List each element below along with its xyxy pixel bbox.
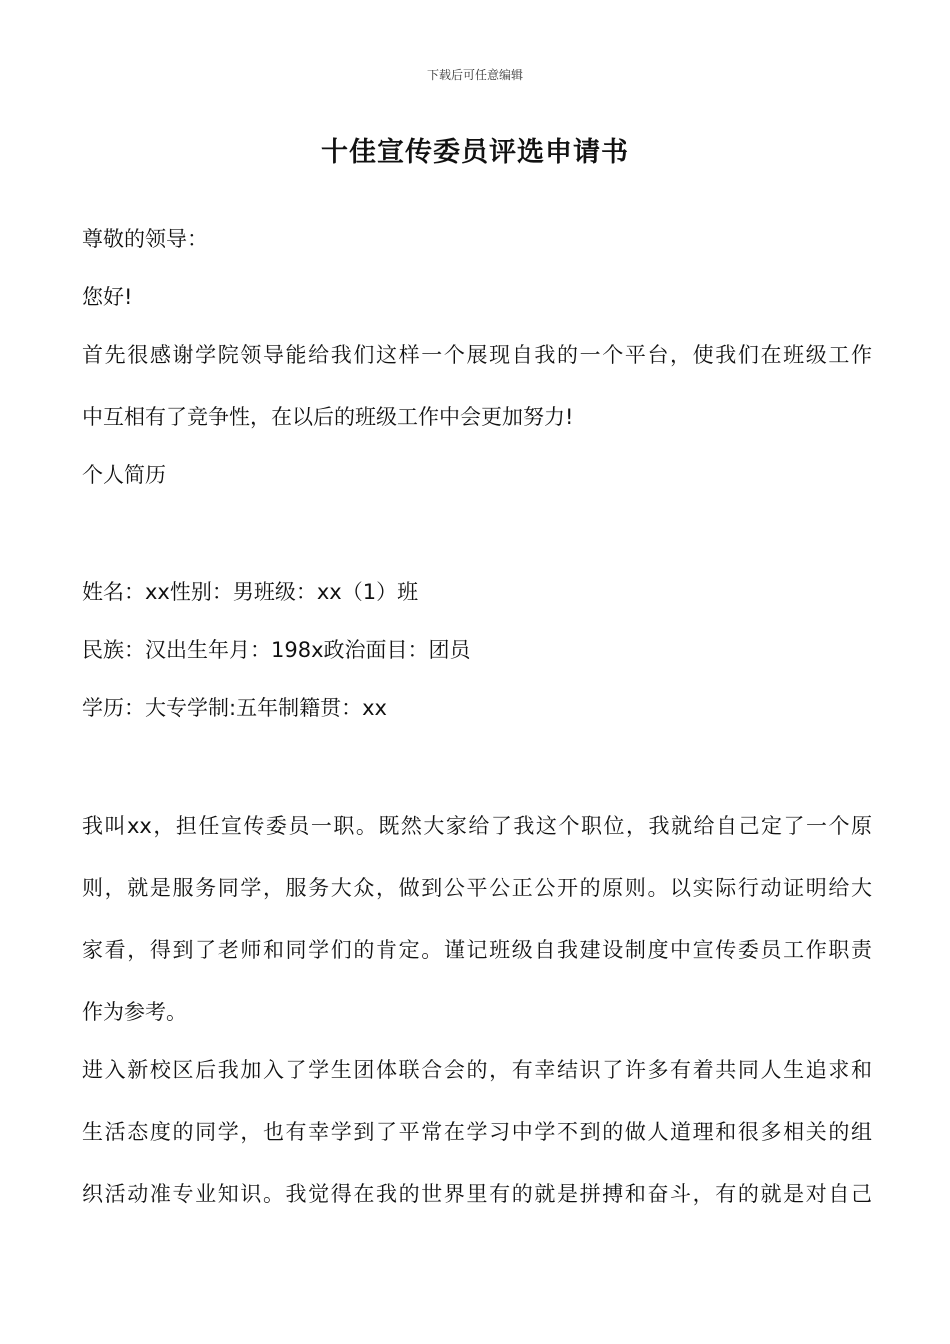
info-line: 姓名：xx性别：男班级：xx（1）班 [82, 580, 419, 604]
document-title: 十佳宣传委员评选申请书 [321, 137, 629, 168]
paragraph-line: 则，就是服务同学，服务大众，做到公平公正公开的原则。以实际行动证明给大 [82, 876, 872, 900]
greeting: 您好! [82, 285, 133, 309]
paragraph-line: 家看，得到了老师和同学们的肯定。谨记班级自我建设制度中宣传委员工作职责 [82, 938, 872, 962]
paragraph-line: 进入新校区后我加入了学生团体联合会的，有幸结识了许多有着共同人生追求和 [82, 1058, 872, 1082]
paragraph-line: 首先很感谢学院领导能给我们这样一个展现自我的一个平台，使我们在班级工作 [82, 343, 872, 367]
paragraph-line: 中互相有了竞争性，在以后的班级工作中会更加努力! [82, 405, 574, 429]
info-line: 学历：大专学制:五年制籍贯：xx [82, 696, 387, 720]
paragraph-line: 织活动准专业知识。我觉得在我的世界里有的就是拼搏和奋斗，有的就是对自己 [82, 1182, 872, 1206]
paragraph-line: 我叫xx，担任宣传委员一职。既然大家给了我这个职位，我就给自己定了一个原 [82, 814, 872, 838]
section-heading: 个人简历 [82, 463, 166, 487]
header-note: 下载后可任意编辑 [426, 68, 523, 82]
info-line: 民族：汉出生年月：198x政治面目：团员 [82, 638, 471, 662]
salutation: 尊敬的领导： [82, 227, 208, 251]
paragraph-line: 生活态度的同学，也有幸学到了平常在学习中学不到的做人道理和很多相关的组 [82, 1120, 872, 1144]
paragraph-line: 作为参考。 [82, 1000, 187, 1024]
